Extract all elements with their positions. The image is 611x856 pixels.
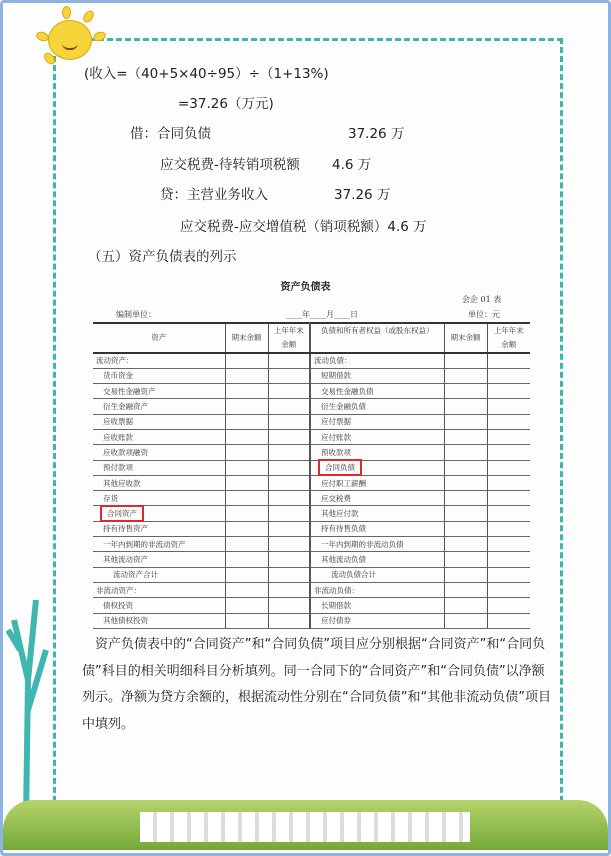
row-label: 应付职工薪酬 [321, 478, 366, 488]
value-cell [487, 537, 530, 552]
value-cell [487, 353, 530, 368]
row-label: 一年内到期的非流动负债 [321, 539, 404, 549]
value-cell [225, 537, 268, 552]
value-cell [268, 414, 310, 429]
value-cell [268, 445, 310, 460]
value-cell [268, 491, 310, 506]
row-label: 应付账款 [321, 432, 351, 442]
value-cell [268, 506, 310, 521]
value-cell [444, 521, 487, 536]
value-cell [444, 399, 487, 414]
row-label: 长期借款 [321, 600, 351, 610]
asset-item [93, 460, 225, 475]
asset-item [93, 399, 225, 414]
value-cell [225, 491, 268, 506]
value-cell [444, 460, 487, 475]
liability-item [310, 521, 444, 536]
row-label: 流动负债合计 [331, 570, 376, 580]
value-cell [268, 598, 310, 613]
value-cell [444, 552, 487, 567]
table-row [93, 353, 530, 368]
value-cell [225, 414, 268, 429]
row-label: 其他应付款 [321, 509, 359, 519]
value-cell [487, 399, 530, 414]
tree-decoration [6, 560, 54, 820]
asset-item [93, 598, 225, 613]
value-cell [444, 429, 487, 444]
value-cell [487, 506, 530, 521]
value-cell [225, 460, 268, 475]
liability-item [310, 598, 444, 613]
row-label: 衍生金融资产 [103, 402, 148, 412]
value-cell [268, 353, 310, 368]
value-cell [225, 506, 268, 521]
value-cell [225, 521, 268, 536]
value-cell [444, 567, 487, 582]
value-cell [487, 368, 530, 383]
asset-item [93, 521, 225, 536]
row-label: 交易性金融资产 [103, 386, 156, 396]
table-row [93, 552, 530, 567]
value-cell [225, 567, 268, 582]
asset-item [93, 506, 225, 521]
table-row [93, 460, 530, 475]
table-row [93, 445, 530, 460]
row-label: 其他流动资产 [103, 555, 148, 564]
asset-item [93, 537, 225, 552]
value-cell [225, 613, 268, 628]
header-prior-balance: 上年年末余额 [487, 323, 530, 353]
asset-item [93, 475, 225, 490]
row-label: 应交税费 [321, 493, 351, 503]
row-label: 流动资产合计 [113, 570, 158, 580]
value-cell [268, 475, 310, 490]
value-cell [225, 475, 268, 490]
row-label: 短期借款 [321, 371, 351, 381]
row-label: 其他债权投资 [103, 616, 148, 626]
row-label: 一年内到期的非流动资产 [103, 539, 186, 549]
table-row [93, 399, 530, 414]
table-row [93, 475, 530, 490]
header-end-balance: 期末余额 [444, 323, 487, 353]
asset-item [93, 491, 225, 506]
value-cell [268, 537, 310, 552]
table-row [93, 598, 530, 613]
credit2-line: 应交税费-应交增值税（销项税额）4.6 万 [180, 219, 427, 235]
value-cell [487, 567, 530, 582]
value-cell [487, 613, 530, 628]
value-cell [225, 582, 268, 597]
liability-item [310, 582, 444, 597]
table-row [93, 491, 530, 506]
table-row [93, 414, 530, 429]
value-cell [268, 613, 310, 628]
value-cell [444, 384, 487, 399]
value-cell [225, 384, 268, 399]
value-cell [444, 613, 487, 628]
liability-item [310, 475, 444, 490]
value-cell [444, 368, 487, 383]
calc-line-1: (收入=（40+5×40÷95）÷（1+13%) [84, 66, 329, 82]
asset-item [93, 445, 225, 460]
value-cell [268, 521, 310, 536]
row-label: 应收账款 [103, 432, 133, 442]
value-cell [487, 521, 530, 536]
value-cell [225, 552, 268, 567]
liability-item [310, 567, 444, 582]
value-cell [487, 475, 530, 490]
liability-item [310, 537, 444, 552]
table-row [93, 613, 530, 628]
header-liabilities: 负债和所有者权益（或股东权益） [310, 323, 444, 353]
value-cell [487, 445, 530, 460]
row-label: 合同资产 [103, 508, 141, 519]
table-row [93, 567, 530, 582]
value-cell [444, 598, 487, 613]
credit-label: 贷：主营业务收入 [160, 187, 268, 203]
header-assets: 资产 [93, 323, 225, 353]
row-label: 非流动负债： [314, 585, 359, 595]
value-cell [225, 399, 268, 414]
row-label: 应付债券 [321, 616, 351, 626]
row-label: 债权投资 [103, 600, 133, 610]
asset-item [93, 414, 225, 429]
value-cell [268, 460, 310, 475]
value-cell [444, 537, 487, 552]
value-cell [225, 598, 268, 613]
row-label: 预收款项 [321, 447, 351, 457]
value-cell [444, 414, 487, 429]
header-end-balance: 期末余额 [225, 323, 268, 353]
row-label: 持有待售负债 [321, 524, 366, 534]
row-label: 衍生金融负债 [321, 402, 366, 412]
row-label: 货币资金 [103, 371, 133, 381]
credit-amount: 37.26 万 [334, 187, 391, 203]
value-cell [268, 384, 310, 399]
header-prior-balance: 上年年末余额 [268, 323, 310, 353]
value-cell [487, 384, 530, 399]
debit2-amount: 4.6 万 [332, 157, 372, 173]
liability-item [310, 460, 444, 475]
explanation-paragraph: 资产负债表中的“合同资产”和“合同负债”项目应分别根据“合同资产”和“合同负债”科目的相关明细科目分析填列。同一合同下的“合同资产”和“合同负债”以净额列示。净额为贷方余额的，根据流动性分别在“合同负债”和“其他非流动负债”项目中填列。 [82, 637, 551, 732]
value-cell [268, 429, 310, 444]
value-cell [444, 491, 487, 506]
asset-item [93, 613, 225, 628]
compiler-label: 编制单位： [116, 310, 156, 319]
liability-item [310, 368, 444, 383]
row-label: 交易性金融负债 [321, 386, 374, 396]
liability-item [310, 491, 444, 506]
debit2-label: 应交税费-待转销项税额 [160, 157, 300, 173]
row-label: 其他应收款 [103, 478, 141, 488]
row-label: 流动资产： [96, 356, 134, 366]
debit-label: 借：合同负债 [130, 126, 211, 142]
row-label: 非流动资产： [96, 585, 141, 595]
liability-item [310, 429, 444, 444]
row-label: 应收款项融资 [103, 447, 148, 457]
value-cell [444, 506, 487, 521]
value-cell [487, 598, 530, 613]
liability-item [310, 445, 444, 460]
row-label: 流动负债： [314, 356, 352, 366]
row-label: 存货 [103, 493, 118, 503]
value-cell [268, 567, 310, 582]
value-cell [225, 368, 268, 383]
table-row [93, 429, 530, 444]
asset-item [93, 567, 225, 582]
liability-item [310, 613, 444, 628]
value-cell [225, 445, 268, 460]
table-row [93, 368, 530, 383]
value-cell [487, 491, 530, 506]
table-row [93, 384, 530, 399]
table-header [93, 323, 530, 353]
asset-item [93, 368, 225, 383]
value-cell [487, 552, 530, 567]
value-cell [444, 582, 487, 597]
value-cell [487, 429, 530, 444]
value-cell [268, 399, 310, 414]
fence-decoration [140, 812, 470, 842]
value-cell [444, 445, 487, 460]
row-label: 合同负债 [321, 462, 359, 473]
liability-item [310, 353, 444, 368]
value-cell [268, 552, 310, 567]
liability-item [310, 552, 444, 567]
asset-item [93, 353, 225, 368]
row-label: 其他流动负债 [321, 555, 366, 564]
value-cell [444, 353, 487, 368]
value-cell [225, 429, 268, 444]
table-row [93, 582, 530, 597]
asset-item [93, 384, 225, 399]
liability-item [310, 414, 444, 429]
section-heading: （五）资产负债表的列示 [88, 249, 237, 265]
debit-amount: 37.26 万 [348, 126, 405, 142]
value-cell [487, 582, 530, 597]
value-cell [225, 353, 268, 368]
asset-item [93, 582, 225, 597]
date-field: ____年____月____日 [286, 310, 358, 319]
asset-item [93, 552, 225, 567]
value-cell [487, 460, 530, 475]
value-cell [444, 475, 487, 490]
liability-item [310, 506, 444, 521]
value-cell [268, 368, 310, 383]
row-label: 应收票据 [103, 417, 133, 427]
table-row [93, 521, 530, 536]
row-label: 预付款项 [103, 463, 133, 473]
form-number: 会企 01 表 [462, 295, 502, 304]
value-cell [268, 582, 310, 597]
liability-item [310, 399, 444, 414]
sheet-title: 资产负债表 [280, 282, 331, 293]
unit-label: 单位：元 [468, 310, 500, 319]
value-cell [487, 414, 530, 429]
row-label: 应付票据 [321, 417, 351, 427]
balance-sheet-table [93, 322, 530, 629]
calc-line-2: =37.26（万元) [178, 96, 274, 112]
asset-item [93, 429, 225, 444]
table-row [93, 537, 530, 552]
row-label: 持有待售资产 [103, 524, 148, 534]
table-row [93, 506, 530, 521]
liability-item [310, 384, 444, 399]
